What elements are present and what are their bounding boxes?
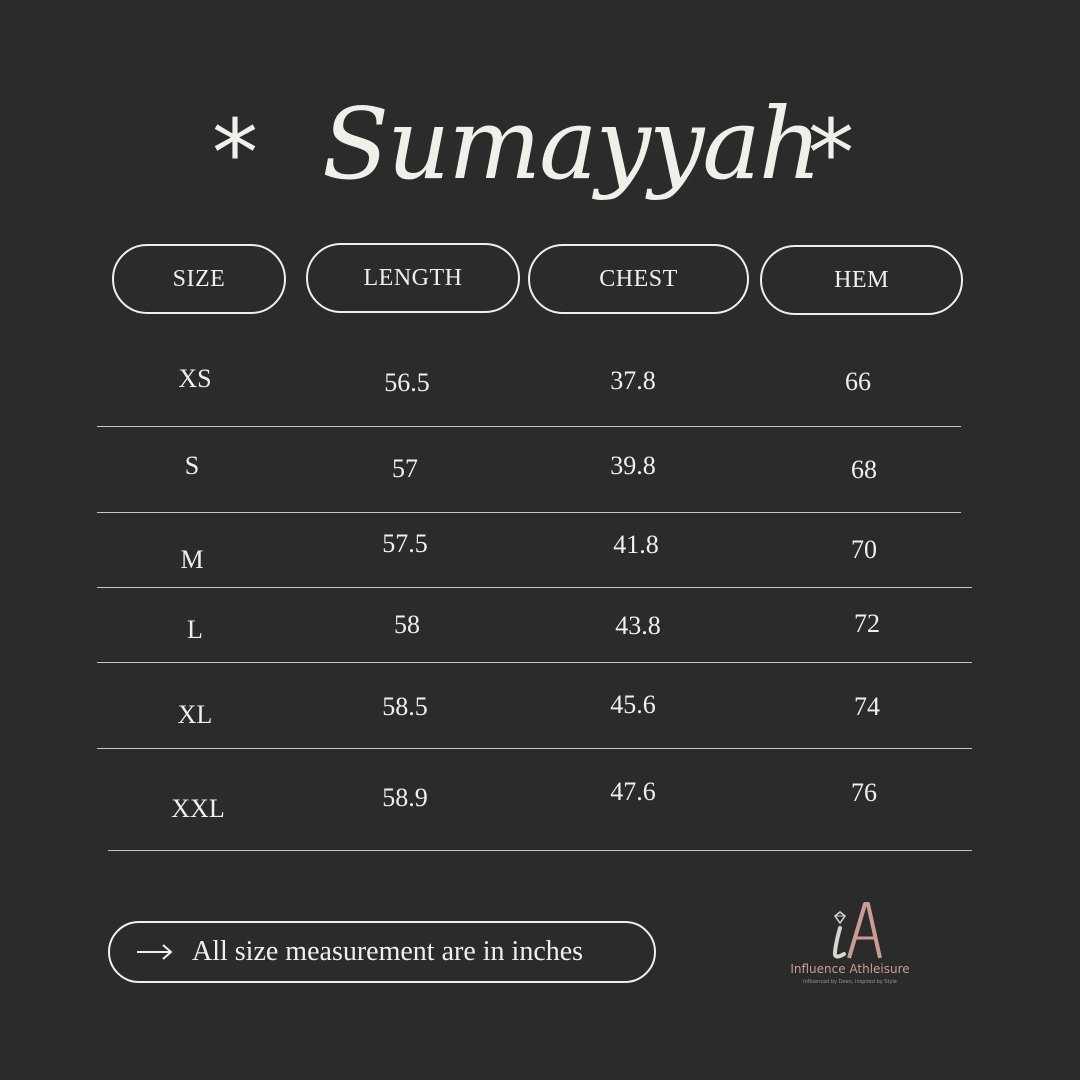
influence-athleisure-logo-icon [818,898,882,962]
row-divider [97,662,972,663]
length-cell: 58.5 [382,692,428,721]
arrow-right-icon [136,942,174,962]
row-divider [97,426,961,427]
hem-cell: 74 [854,692,880,721]
row-divider [97,587,972,588]
chest-cell: 43.8 [615,611,661,640]
row-divider [97,512,961,513]
header-length: LENGTH [306,243,520,313]
chest-cell: 45.6 [610,690,656,719]
size-cell: M [180,545,204,574]
page-title: Sumayyah [322,88,820,202]
brand-logo [780,898,920,990]
length-cell: 58.9 [382,783,428,812]
length-cell: 57 [392,454,418,483]
chest-cell: 37.8 [610,366,656,395]
brand-name: Influence Athleisure [790,962,910,976]
asterisk-left-icon: * [212,100,258,207]
size-cell: XXL [171,794,225,823]
length-cell: 56.5 [384,368,430,397]
size-cell: XL [177,700,213,729]
hem-cell: 76 [851,778,877,807]
header-hem: HEM [760,245,963,315]
chest-cell: 39.8 [610,451,656,480]
length-cell: 58 [394,610,420,639]
header-chest: CHEST [528,244,749,314]
hem-cell: 72 [854,609,880,638]
header-size: SIZE [112,244,286,314]
brand-tagline: Influenced by Deen, Inspired by Style [803,979,897,985]
title-row [0,70,1080,220]
table-bottom-rule [108,850,972,851]
note-text: All size measurement are in inches [192,936,584,967]
size-cell: S [184,451,200,480]
measurement-note [108,921,656,983]
hem-cell: 66 [845,367,871,396]
hem-cell: 68 [851,455,877,484]
chest-cell: 41.8 [613,530,659,559]
size-cell: L [187,615,203,644]
length-cell: 57.5 [382,529,428,558]
row-divider [97,748,972,749]
asterisk-right-icon: * [808,100,854,207]
size-cell: XS [178,364,212,393]
hem-cell: 70 [851,535,877,564]
chest-cell: 47.6 [610,777,656,806]
